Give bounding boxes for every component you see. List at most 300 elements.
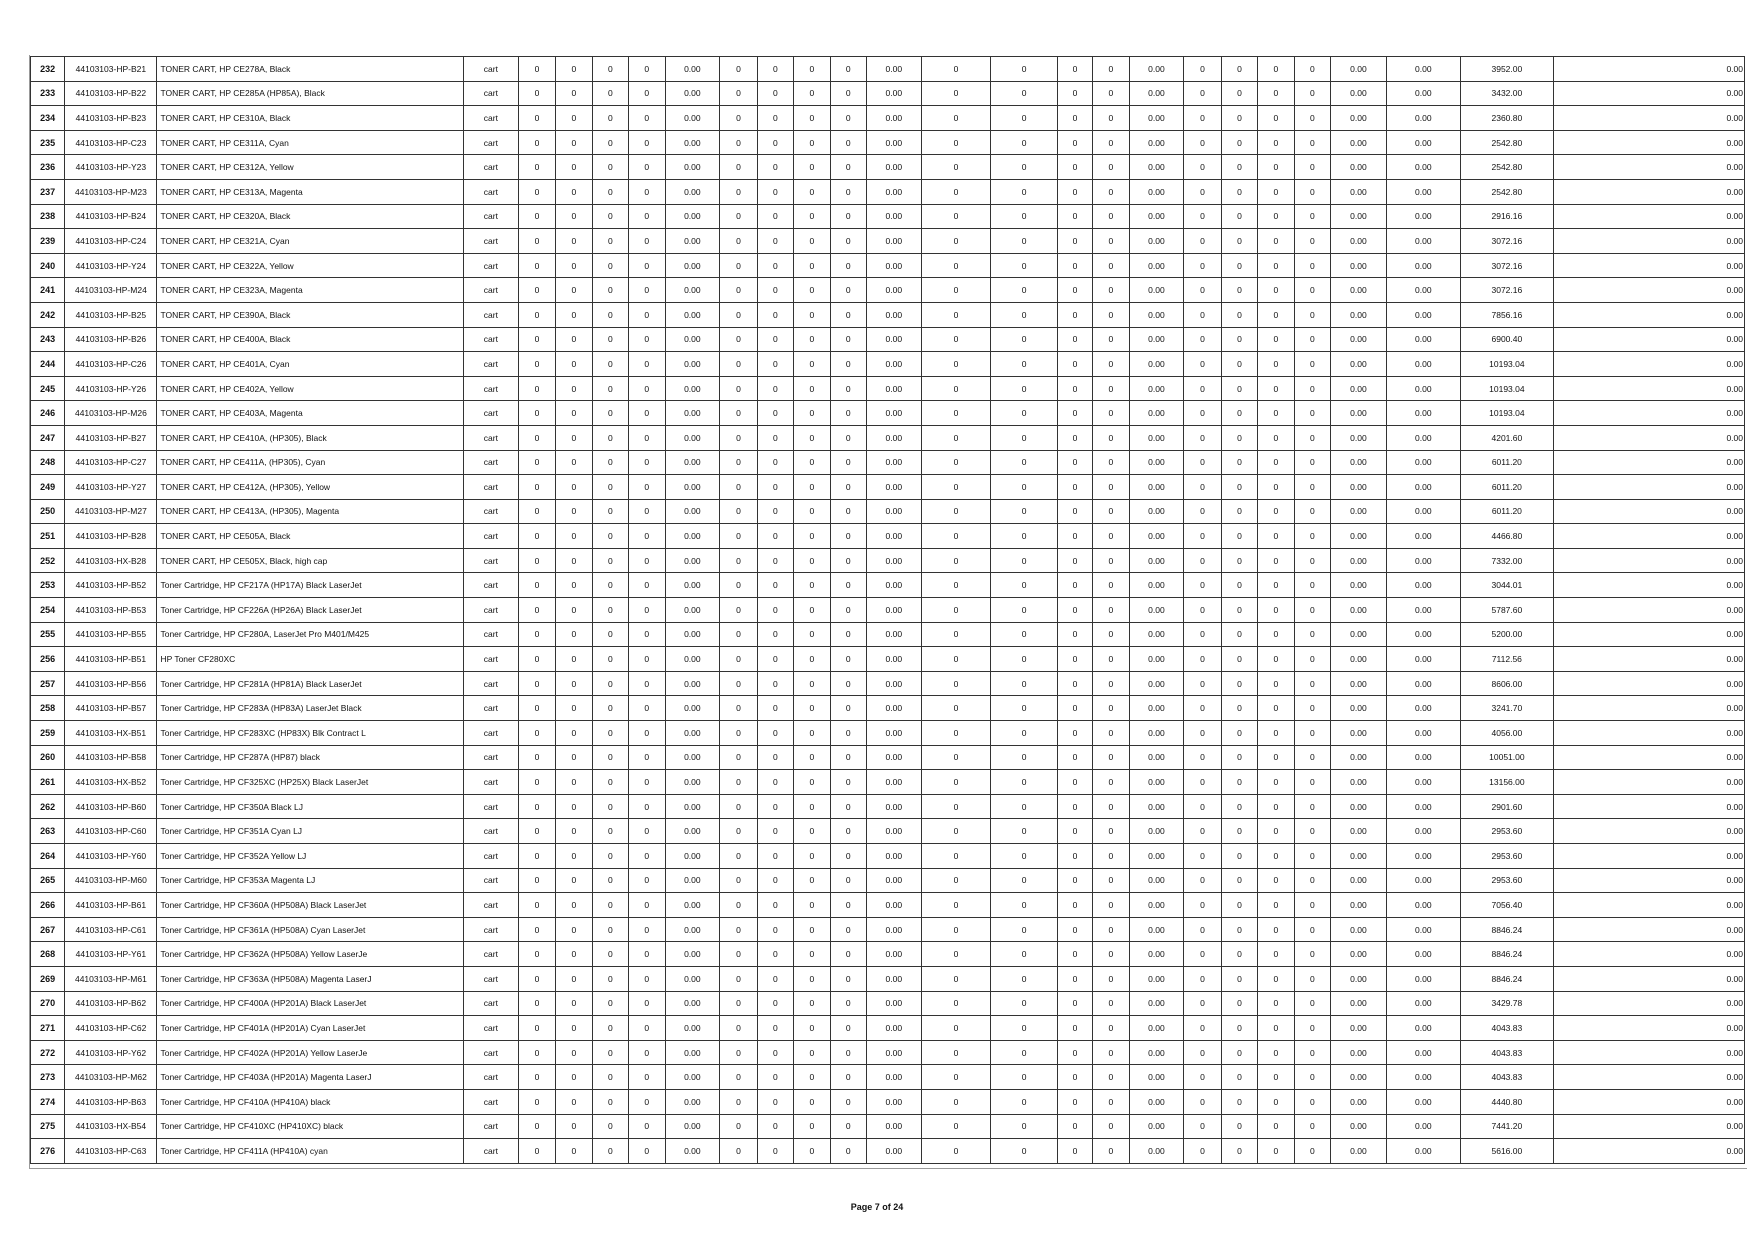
quantity-cell: 0 [1221,106,1257,131]
quantity-cell: 0 [518,598,556,623]
unit-of-measure: cart [464,425,519,450]
table-row [31,229,1745,254]
quantity-cell: 0 [991,130,1057,155]
quarter-amount-cell: 0.00 [665,57,720,82]
quantity-cell: 0 [1184,671,1222,696]
unit-price-cell: 7056.40 [1460,893,1553,918]
quantity-cell: 0 [592,81,628,106]
quantity-cell: 0 [794,450,830,475]
quarter-amount-cell: 0.00 [1331,966,1387,991]
quantity-cell: 0 [830,548,866,573]
quantity-cell: 0 [921,475,991,500]
quantity-cell: 0 [1294,130,1330,155]
quantity-cell: 0 [794,696,830,721]
quantity-cell: 0 [1184,696,1222,721]
quantity-cell: 0 [1294,1114,1330,1139]
quantity-cell: 0 [794,1016,830,1041]
total-amount-cell: 0.00 [1554,1114,1745,1139]
quantity-cell: 0 [757,1114,793,1139]
quantity-cell: 0 [1057,696,1092,721]
quantity-cell: 0 [720,524,758,549]
total-amount-cell: 0.00 [1554,844,1745,869]
quantity-cell: 0 [592,991,628,1016]
quantity-cell: 0 [518,106,556,131]
quantity-cell: 0 [921,548,991,573]
quantity-cell: 0 [991,1065,1057,1090]
unit-of-measure: cart [464,598,519,623]
quantity-cell: 0 [1093,647,1129,672]
quantity-cell: 0 [720,499,758,524]
unit-of-measure: cart [464,130,519,155]
quantity-cell: 0 [991,548,1057,573]
quantity-cell: 0 [757,893,793,918]
total-amount-cell: 0.00 [1554,893,1745,918]
quarter-amount-cell: 0.00 [867,622,922,647]
quantity-cell: 0 [556,548,592,573]
item-code: 44103103-HP-M61 [65,966,157,991]
quantity-cell: 0 [1258,229,1294,254]
quarter-amount-cell: 0.00 [867,671,922,696]
quarter-amount-cell: 0.00 [867,1114,922,1139]
quantity-cell: 0 [1258,57,1294,82]
quantity-cell: 0 [921,1016,991,1041]
quantity-cell: 0 [629,401,665,426]
table-row [31,179,1745,204]
quantity-cell: 0 [1057,917,1092,942]
quarter-amount-cell: 0.00 [1331,81,1387,106]
quarter-amount-cell: 0.00 [867,376,922,401]
quantity-cell: 0 [921,302,991,327]
quantity-cell: 0 [991,647,1057,672]
quarter-amount-cell: 0.00 [665,1139,720,1164]
quantity-cell: 0 [830,57,866,82]
total-amount-cell: 0.00 [1554,622,1745,647]
item-code: 44103103-HP-M27 [65,499,157,524]
quarter-amount-cell: 0.00 [1129,1016,1184,1041]
quantity-cell: 0 [592,179,628,204]
quantity-cell: 0 [518,302,556,327]
quarter-amount-cell: 0.00 [867,425,922,450]
item-description: TONER CART, HP CE412A, (HP305), Yellow [157,475,464,500]
item-description: Toner Cartridge, HP CF362A (HP508A) Yellow LaserJe [157,942,464,967]
quarter-amount-cell: 0.00 [1129,868,1184,893]
quantity-cell: 0 [794,1114,830,1139]
quarter-amount-cell: 0.00 [1331,721,1387,746]
quantity-cell: 0 [1221,844,1257,869]
quantity-cell: 0 [1258,327,1294,352]
quantity-cell: 0 [592,721,628,746]
quantity-cell: 0 [1093,794,1129,819]
unit-price-cell: 4043.83 [1460,1065,1553,1090]
quarter-amount-cell: 0.00 [1331,425,1387,450]
quantity-cell: 0 [1093,991,1129,1016]
quantity-cell: 0 [629,696,665,721]
row-number: 242 [31,302,65,327]
quarter-amount-cell: 0.00 [1331,57,1387,82]
table-row [31,868,1745,893]
quarter-amount-cell: 0.00 [1129,647,1184,672]
quantity-cell: 0 [1258,302,1294,327]
quantity-cell: 0 [1184,598,1222,623]
total-quantity-cell: 0.00 [1386,598,1460,623]
quarter-amount-cell: 0.00 [1331,1040,1387,1065]
total-amount-cell: 0.00 [1554,794,1745,819]
quantity-cell: 0 [1294,253,1330,278]
quarter-amount-cell: 0.00 [867,130,922,155]
unit-of-measure: cart [464,1114,519,1139]
quarter-amount-cell: 0.00 [1331,352,1387,377]
quantity-cell: 0 [794,278,830,303]
quarter-amount-cell: 0.00 [1331,548,1387,573]
quantity-cell: 0 [518,475,556,500]
quantity-cell: 0 [1093,844,1129,869]
quantity-cell: 0 [1184,57,1222,82]
quantity-cell: 0 [1093,81,1129,106]
quantity-cell: 0 [629,893,665,918]
total-amount-cell: 0.00 [1554,745,1745,770]
total-amount-cell: 0.00 [1554,647,1745,672]
quarter-amount-cell: 0.00 [665,1016,720,1041]
quantity-cell: 0 [629,302,665,327]
table-row [31,548,1745,573]
quarter-amount-cell: 0.00 [867,1139,922,1164]
quantity-cell: 0 [794,401,830,426]
quantity-cell: 0 [921,991,991,1016]
total-quantity-cell: 0.00 [1386,942,1460,967]
quantity-cell: 0 [629,770,665,795]
unit-of-measure: cart [464,352,519,377]
table-row [31,1089,1745,1114]
unit-price-cell: 3241.70 [1460,696,1553,721]
quarter-amount-cell: 0.00 [665,376,720,401]
quantity-cell: 0 [991,745,1057,770]
table-row [31,844,1745,869]
quantity-cell: 0 [720,204,758,229]
quantity-cell: 0 [757,524,793,549]
row-number: 269 [31,966,65,991]
quantity-cell: 0 [757,548,793,573]
unit-price-cell: 4201.60 [1460,425,1553,450]
quantity-cell: 0 [629,352,665,377]
quantity-cell: 0 [830,1114,866,1139]
quantity-cell: 0 [1093,745,1129,770]
quantity-cell: 0 [629,721,665,746]
quantity-cell: 0 [1093,352,1129,377]
quantity-cell: 0 [757,1040,793,1065]
unit-of-measure: cart [464,671,519,696]
quantity-cell: 0 [830,425,866,450]
quarter-amount-cell: 0.00 [665,302,720,327]
quarter-amount-cell: 0.00 [665,1114,720,1139]
item-code: 44103103-HX-B54 [65,1114,157,1139]
quantity-cell: 0 [518,548,556,573]
item-code: 44103103-HX-B52 [65,770,157,795]
table-row [31,966,1745,991]
quantity-cell: 0 [518,1139,556,1164]
quarter-amount-cell: 0.00 [1129,130,1184,155]
quarter-amount-cell: 0.00 [1129,622,1184,647]
quantity-cell: 0 [720,671,758,696]
quantity-cell: 0 [830,868,866,893]
total-quantity-cell: 0.00 [1386,696,1460,721]
quantity-cell: 0 [592,1089,628,1114]
total-quantity-cell: 0.00 [1386,475,1460,500]
quantity-cell: 0 [518,770,556,795]
quantity-cell: 0 [794,352,830,377]
quantity-cell: 0 [592,524,628,549]
total-quantity-cell: 0.00 [1386,106,1460,131]
item-description: TONER CART, HP CE311A, Cyan [157,130,464,155]
quantity-cell: 0 [1184,1089,1222,1114]
quantity-cell: 0 [629,278,665,303]
quarter-amount-cell: 0.00 [1331,376,1387,401]
quantity-cell: 0 [556,450,592,475]
quantity-cell: 0 [518,130,556,155]
item-code: 44103103-HP-B63 [65,1089,157,1114]
total-amount-cell: 0.00 [1554,942,1745,967]
quarter-amount-cell: 0.00 [1129,721,1184,746]
quantity-cell: 0 [1093,57,1129,82]
table-row [31,155,1745,180]
quantity-cell: 0 [991,770,1057,795]
quantity-cell: 0 [921,352,991,377]
quantity-cell: 0 [921,450,991,475]
quantity-cell: 0 [991,204,1057,229]
quantity-cell: 0 [921,647,991,672]
quantity-cell: 0 [720,917,758,942]
quantity-cell: 0 [830,130,866,155]
quantity-cell: 0 [629,1040,665,1065]
quantity-cell: 0 [1184,844,1222,869]
quantity-cell: 0 [1184,1016,1222,1041]
item-description: TONER CART, HP CE320A, Black [157,204,464,229]
quarter-amount-cell: 0.00 [867,179,922,204]
item-description: Toner Cartridge, HP CF283XC (HP83X) Blk Contract L [157,721,464,746]
total-quantity-cell: 0.00 [1386,253,1460,278]
item-code: 44103103-HX-B51 [65,721,157,746]
quarter-amount-cell: 0.00 [1331,475,1387,500]
quantity-cell: 0 [556,794,592,819]
row-number: 273 [31,1065,65,1090]
quantity-cell: 0 [1294,573,1330,598]
quantity-cell: 0 [1057,352,1092,377]
item-code: 44103103-HP-Y24 [65,253,157,278]
unit-price-cell: 3044.01 [1460,573,1553,598]
row-number: 271 [31,1016,65,1041]
item-description: Toner Cartridge, HP CF280A, LaserJet Pro M401/M425 [157,622,464,647]
quantity-cell: 0 [757,327,793,352]
quantity-cell: 0 [794,302,830,327]
quantity-cell: 0 [1184,917,1222,942]
total-amount-cell: 0.00 [1554,253,1745,278]
total-quantity-cell: 0.00 [1386,499,1460,524]
quantity-cell: 0 [592,229,628,254]
quantity-cell: 0 [1057,598,1092,623]
quantity-cell: 0 [1258,671,1294,696]
quantity-cell: 0 [720,376,758,401]
quantity-cell: 0 [991,622,1057,647]
quantity-cell: 0 [794,598,830,623]
unit-price-cell: 3072.16 [1460,253,1553,278]
quantity-cell: 0 [991,966,1057,991]
quantity-cell: 0 [1294,868,1330,893]
quantity-cell: 0 [757,475,793,500]
total-quantity-cell: 0.00 [1386,1065,1460,1090]
quantity-cell: 0 [1093,204,1129,229]
quarter-amount-cell: 0.00 [665,278,720,303]
total-quantity-cell: 0.00 [1386,991,1460,1016]
quantity-cell: 0 [556,598,592,623]
quantity-cell: 0 [556,327,592,352]
quarter-amount-cell: 0.00 [1129,499,1184,524]
quantity-cell: 0 [720,1040,758,1065]
total-quantity-cell: 0.00 [1386,352,1460,377]
quarter-amount-cell: 0.00 [867,327,922,352]
item-description: TONER CART, HP CE312A, Yellow [157,155,464,180]
quantity-cell: 0 [556,499,592,524]
quarter-amount-cell: 0.00 [1331,696,1387,721]
unit-price-cell: 6900.40 [1460,327,1553,352]
quantity-cell: 0 [1294,917,1330,942]
item-description: TONER CART, HP CE410A, (HP305), Black [157,425,464,450]
quantity-cell: 0 [1294,745,1330,770]
total-amount-cell: 0.00 [1554,450,1745,475]
total-quantity-cell: 0.00 [1386,524,1460,549]
quarter-amount-cell: 0.00 [1331,327,1387,352]
quantity-cell: 0 [1221,1089,1257,1114]
quarter-amount-cell: 0.00 [1129,475,1184,500]
total-quantity-cell: 0.00 [1386,57,1460,82]
quantity-cell: 0 [592,204,628,229]
quantity-cell: 0 [757,229,793,254]
quarter-amount-cell: 0.00 [867,991,922,1016]
quantity-cell: 0 [1258,376,1294,401]
quarter-amount-cell: 0.00 [665,794,720,819]
unit-price-cell: 10051.00 [1460,745,1553,770]
quantity-cell: 0 [991,573,1057,598]
quantity-cell: 0 [1221,917,1257,942]
quantity-cell: 0 [1294,450,1330,475]
quantity-cell: 0 [629,327,665,352]
quarter-amount-cell: 0.00 [867,745,922,770]
quantity-cell: 0 [1184,179,1222,204]
quantity-cell: 0 [629,376,665,401]
quarter-amount-cell: 0.00 [1129,942,1184,967]
quantity-cell: 0 [629,647,665,672]
quantity-cell: 0 [794,204,830,229]
quantity-cell: 0 [518,1040,556,1065]
quantity-cell: 0 [720,1139,758,1164]
quantity-cell: 0 [556,991,592,1016]
quantity-cell: 0 [518,229,556,254]
quantity-cell: 0 [720,57,758,82]
quantity-cell: 0 [1057,450,1092,475]
quantity-cell: 0 [830,253,866,278]
quantity-cell: 0 [794,106,830,131]
quarter-amount-cell: 0.00 [867,598,922,623]
quantity-cell: 0 [794,966,830,991]
table-row [31,598,1745,623]
quantity-cell: 0 [991,106,1057,131]
table-row [31,1065,1745,1090]
quantity-cell: 0 [991,1040,1057,1065]
quantity-cell: 0 [556,81,592,106]
quantity-cell: 0 [757,868,793,893]
quantity-cell: 0 [830,475,866,500]
unit-price-cell: 4043.83 [1460,1040,1553,1065]
unit-of-measure: cart [464,1016,519,1041]
quarter-amount-cell: 0.00 [867,893,922,918]
quantity-cell: 0 [991,425,1057,450]
total-quantity-cell: 0.00 [1386,622,1460,647]
table-row [31,942,1745,967]
item-code: 44103103-HP-B25 [65,302,157,327]
quantity-cell: 0 [556,1114,592,1139]
quantity-cell: 0 [1093,942,1129,967]
quantity-cell: 0 [830,499,866,524]
quantity-cell: 0 [794,622,830,647]
items-table [30,56,1745,1164]
item-code: 44103103-HP-C62 [65,1016,157,1041]
quantity-cell: 0 [1057,721,1092,746]
unit-of-measure: cart [464,647,519,672]
quantity-cell: 0 [556,622,592,647]
quantity-cell: 0 [794,524,830,549]
quantity-cell: 0 [1294,893,1330,918]
total-amount-cell: 0.00 [1554,770,1745,795]
quarter-amount-cell: 0.00 [867,253,922,278]
item-description: TONER CART, HP CE400A, Black [157,327,464,352]
quantity-cell: 0 [518,179,556,204]
quantity-cell: 0 [518,376,556,401]
quantity-cell: 0 [1184,1114,1222,1139]
quarter-amount-cell: 0.00 [1331,1089,1387,1114]
quantity-cell: 0 [556,966,592,991]
item-description: Toner Cartridge, HP CF400A (HP201A) Black LaserJet [157,991,464,1016]
quantity-cell: 0 [757,647,793,672]
quantity-cell: 0 [556,57,592,82]
quarter-amount-cell: 0.00 [1331,278,1387,303]
quarter-amount-cell: 0.00 [867,524,922,549]
quantity-cell: 0 [1294,598,1330,623]
quantity-cell: 0 [1258,253,1294,278]
quantity-cell: 0 [629,57,665,82]
quantity-cell: 0 [757,499,793,524]
quantity-cell: 0 [1258,475,1294,500]
quantity-cell: 0 [556,917,592,942]
quantity-cell: 0 [1294,794,1330,819]
quantity-cell: 0 [794,942,830,967]
quantity-cell: 0 [1057,179,1092,204]
quantity-cell: 0 [556,106,592,131]
quantity-cell: 0 [830,647,866,672]
total-amount-cell: 0.00 [1554,155,1745,180]
quantity-cell: 0 [556,524,592,549]
total-amount-cell: 0.00 [1554,352,1745,377]
table-row [31,352,1745,377]
quantity-cell: 0 [757,106,793,131]
quarter-amount-cell: 0.00 [1129,81,1184,106]
quarter-amount-cell: 0.00 [1129,893,1184,918]
quantity-cell: 0 [1221,770,1257,795]
item-code: 44103103-HP-C23 [65,130,157,155]
item-description: Toner Cartridge, HP CF360A (HP508A) Black LaserJet [157,893,464,918]
quantity-cell: 0 [991,917,1057,942]
quantity-cell: 0 [921,327,991,352]
quantity-cell: 0 [629,450,665,475]
quarter-amount-cell: 0.00 [1129,1065,1184,1090]
unit-of-measure: cart [464,917,519,942]
